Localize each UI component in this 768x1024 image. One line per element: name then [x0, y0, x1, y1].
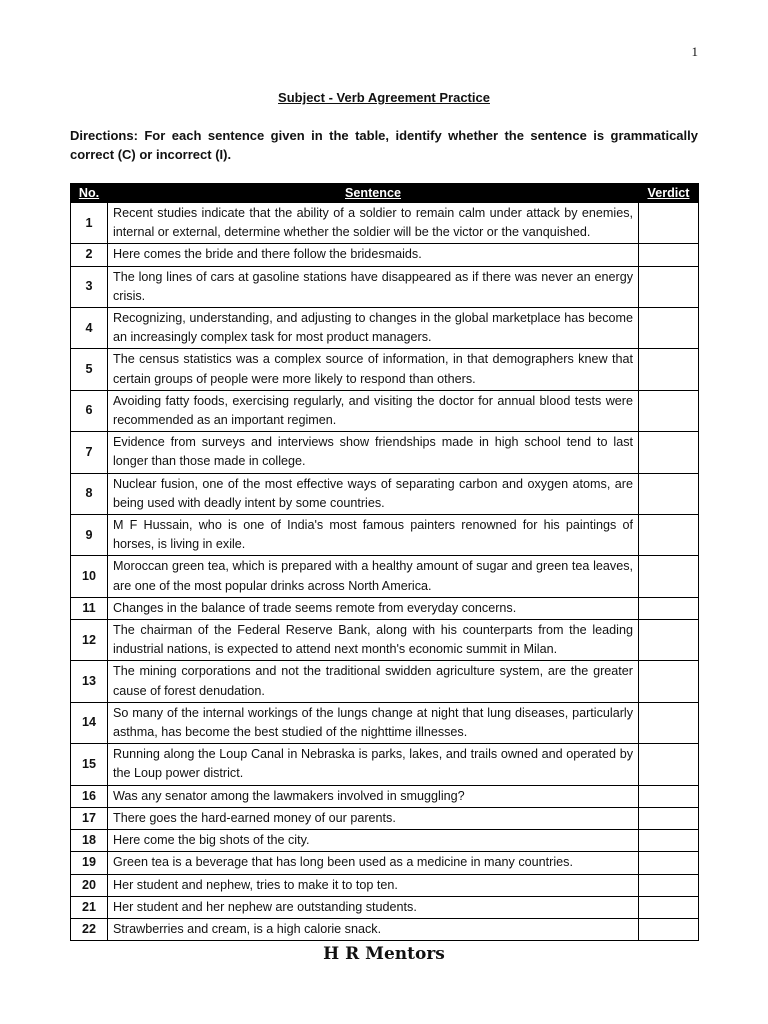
row-number: 1: [71, 203, 108, 244]
row-number: 8: [71, 473, 108, 514]
row-sentence: Her student and her nephew are outstanding students.: [108, 896, 639, 918]
table-row: [71, 556, 699, 597]
table-row: [71, 244, 699, 266]
row-sentence: Recognizing, understanding, and adjusting to changes in the global marketplace has become an increasingly complex task for most product managers.: [108, 308, 639, 349]
row-number: 10: [71, 556, 108, 597]
table-row: [71, 830, 699, 852]
verdict-cell[interactable]: [639, 744, 699, 785]
row-sentence: M F Hussain, who is one of India's most famous painters renowned for his paintings of horses, is living in exile.: [108, 515, 639, 556]
row-sentence: Recent studies indicate that the ability of a soldier to remain calm under attack by enemies, internal or external, determine whether the soldier will be the victor or the vanquished.: [108, 203, 639, 244]
table-row: [71, 620, 699, 661]
row-sentence: Was any senator among the lawmakers involved in smuggling?: [108, 785, 639, 807]
table-row: [71, 308, 699, 349]
row-number: 14: [71, 702, 108, 743]
header-no: No.: [71, 184, 108, 203]
verdict-cell[interactable]: [639, 390, 699, 431]
table-row: [71, 390, 699, 431]
row-sentence: Moroccan green tea, which is prepared with a healthy amount of sugar and green tea leaves, are one of the most popular drinks across North America.: [108, 556, 639, 597]
table-row: [71, 597, 699, 619]
table-row: [71, 432, 699, 473]
row-sentence: Avoiding fatty foods, exercising regularly, and visiting the doctor for annual blood tests were recommended as an important regimen.: [108, 390, 639, 431]
table-row: [71, 874, 699, 896]
row-sentence: Here come the big shots of the city.: [108, 830, 639, 852]
verdict-cell[interactable]: [639, 432, 699, 473]
verdict-cell[interactable]: [639, 203, 699, 244]
table-row: [71, 807, 699, 829]
verdict-cell[interactable]: [639, 785, 699, 807]
verdict-cell[interactable]: [639, 830, 699, 852]
row-sentence: Strawberries and cream, is a high calorie snack.: [108, 918, 639, 940]
row-number: 7: [71, 432, 108, 473]
row-number: 9: [71, 515, 108, 556]
header-sentence: Sentence: [108, 184, 639, 203]
table-row: [71, 918, 699, 940]
table-row: [71, 203, 699, 244]
directions-text: Directions: For each sentence given in the table, identify whether the sentence is grammatically correct (C) or incorrect (I).: [70, 128, 698, 162]
table-row: [71, 896, 699, 918]
row-number: 16: [71, 785, 108, 807]
row-number: 15: [71, 744, 108, 785]
table-row: [71, 515, 699, 556]
verdict-cell[interactable]: [639, 661, 699, 702]
row-number: 5: [71, 349, 108, 390]
row-number: 6: [71, 390, 108, 431]
row-number: 3: [71, 266, 108, 307]
table-row: [71, 852, 699, 874]
row-number: 17: [71, 807, 108, 829]
table-row: [71, 744, 699, 785]
table-row: [71, 349, 699, 390]
verdict-cell[interactable]: [639, 918, 699, 940]
verdict-cell[interactable]: [639, 597, 699, 619]
row-number: 11: [71, 597, 108, 619]
table-row: [71, 266, 699, 307]
verdict-cell[interactable]: [639, 852, 699, 874]
row-number: 18: [71, 830, 108, 852]
row-number: 20: [71, 874, 108, 896]
practice-table: [70, 183, 699, 941]
page-title: Subject - Verb Agreement Practice: [278, 90, 490, 105]
verdict-cell[interactable]: [639, 515, 699, 556]
row-sentence: The census statistics was a complex source of information, in that demographers knew that certain groups of people were more likely to respond than others.: [108, 349, 639, 390]
row-number: 4: [71, 308, 108, 349]
row-sentence: Nuclear fusion, one of the most effective ways of separating carbon and oxygen atoms, are being used with deadly intent by some countries.: [108, 473, 639, 514]
row-sentence: The long lines of cars at gasoline stations have disappeared as if there was never an energy crisis.: [108, 266, 639, 307]
row-number: 22: [71, 918, 108, 940]
table-row: [71, 661, 699, 702]
table-row: [71, 702, 699, 743]
verdict-cell[interactable]: [639, 620, 699, 661]
row-sentence: The mining corporations and not the traditional swidden agriculture system, are the greater cause of forest denudation.: [108, 661, 639, 702]
verdict-cell[interactable]: [639, 473, 699, 514]
header-verdict: Verdict: [639, 184, 699, 203]
page-number: 1: [691, 44, 698, 59]
row-number: 19: [71, 852, 108, 874]
row-number: 2: [71, 244, 108, 266]
table-body: [71, 203, 699, 941]
row-sentence: Her student and nephew, tries to make it to top ten.: [108, 874, 639, 896]
table-row: [71, 473, 699, 514]
row-sentence: Running along the Loup Canal in Nebraska is parks, lakes, and trails owned and operated by the Loup power district.: [108, 744, 639, 785]
table-row: [71, 785, 699, 807]
verdict-cell[interactable]: [639, 244, 699, 266]
row-sentence: Changes in the balance of trade seems remote from everyday concerns.: [108, 597, 639, 619]
verdict-cell[interactable]: [639, 349, 699, 390]
footer-brand: H R Mentors: [323, 944, 445, 964]
verdict-cell[interactable]: [639, 702, 699, 743]
row-number: 21: [71, 896, 108, 918]
verdict-cell[interactable]: [639, 266, 699, 307]
row-sentence: So many of the internal workings of the lungs change at night that lung diseases, particularly asthma, has become the best studied of the nighttime illnesses.: [108, 702, 639, 743]
row-number: 13: [71, 661, 108, 702]
table-header-row: [71, 184, 699, 203]
verdict-cell[interactable]: [639, 308, 699, 349]
verdict-cell[interactable]: [639, 807, 699, 829]
row-sentence: The chairman of the Federal Reserve Bank, along with his counterparts from the leading industrial nations, is expected to attend next month's economic summit in Milan.: [108, 620, 639, 661]
verdict-cell[interactable]: [639, 556, 699, 597]
row-sentence: Evidence from surveys and interviews show friendships made in high school tend to last longer than those made in college.: [108, 432, 639, 473]
row-number: 12: [71, 620, 108, 661]
verdict-cell[interactable]: [639, 896, 699, 918]
verdict-cell[interactable]: [639, 874, 699, 896]
row-sentence: Green tea is a beverage that has long been used as a medicine in many countries.: [108, 852, 639, 874]
row-sentence: There goes the hard-earned money of our parents.: [108, 807, 639, 829]
row-sentence: Here comes the bride and there follow the bridesmaids.: [108, 244, 639, 266]
